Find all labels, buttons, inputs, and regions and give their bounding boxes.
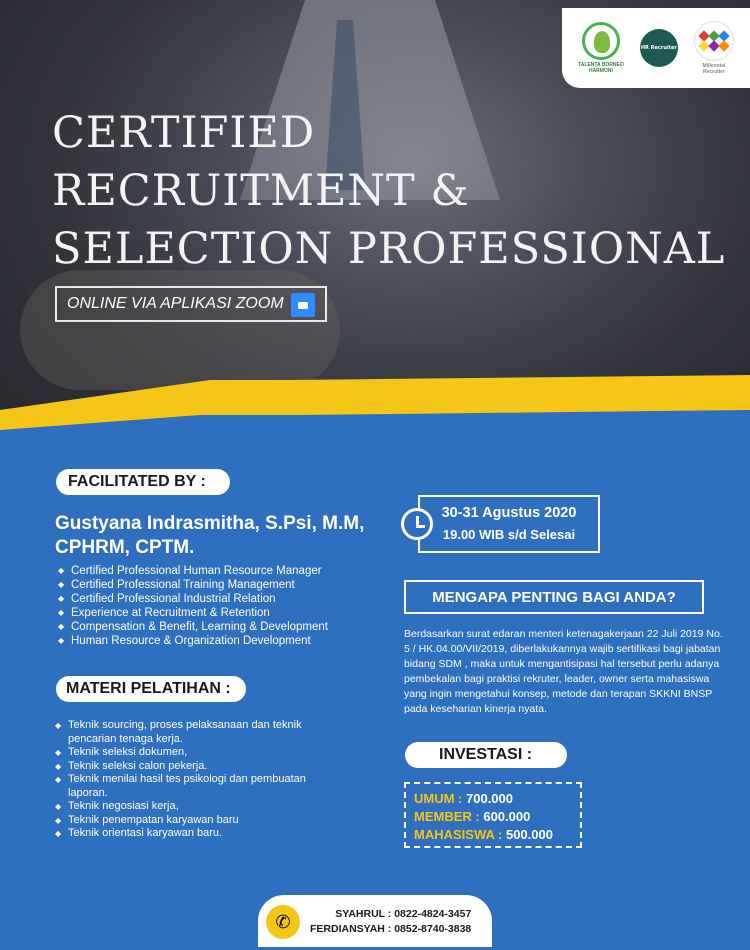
facilitated-by-heading: FACILITATED BY : <box>56 469 230 495</box>
schedule-box <box>418 495 600 553</box>
list-item: ◆ Experience at Recruitment & Retention <box>58 606 328 620</box>
talenta-borneo-text: TALENTA BORNEO HARMONI <box>578 62 624 74</box>
price-label: MEMBER <box>414 809 472 824</box>
credentials-list <box>58 564 328 648</box>
list-item: ◆ Teknik orientasi karyawan baru. <box>55 827 345 841</box>
contact-line: FERDIANSYAH : 0852-8740-3838 <box>310 923 472 935</box>
contact-line: SYAHRUL : 0822-4824-3457 <box>335 908 472 920</box>
clock-icon <box>401 508 433 540</box>
facilitator-name: Gustyana Indrasmitha, S.Psi, M.M, CPHRM, CPTM. <box>55 513 365 558</box>
hr-recruiter-icon: HR Recruiter <box>640 29 678 67</box>
title-line: CERTIFIED <box>52 108 316 158</box>
why-body: Berdasarkan surat edaran menteri ketenagakerjaan 22 Juli 2019 No. 5 / HK.04.00/VII/2019, diberlakukannya wajib sertifikasi bagi jabatan bidang SDM , maka untuk mengantisipasi hal tersebut perlu adanya pembekalan bagi praktisi rekruter, leader, owner serta mahasiswa yang ingin mengetahui konsep, metode dan terapan SKKNI BNSP pada keseharian kinerja nyata. <box>404 628 723 715</box>
multicolor-logo <box>694 21 734 75</box>
list-item: ◆ Compensation & Benefit, Learning & Development <box>58 620 328 634</box>
price-label: UMUM <box>414 791 455 806</box>
title-line: RECRUITMENT & <box>52 166 470 216</box>
contact-box <box>258 895 492 947</box>
list-item: ◆ Teknik penempatan karyawan baru <box>55 814 345 828</box>
price-value: 600.000 <box>483 809 531 824</box>
price-label: MAHASISWA <box>414 827 495 842</box>
phone-icon: ✆ <box>266 905 300 939</box>
event-time: 19.00 WIB s/d Selesai <box>442 527 576 542</box>
list-item: ◆ Human Resource & Organization Development <box>58 634 328 648</box>
title-line: SELECTION PROFESSIONAL <box>52 224 726 274</box>
zoom-camera-icon <box>291 293 315 317</box>
partner-logos <box>562 8 750 88</box>
why-heading: MENGAPA PENTING BAGI ANDA? <box>404 580 704 614</box>
price-row: MEMBER : 600.000 <box>414 809 531 824</box>
list-item: ◆ Teknik seleksi calon pekerja. <box>55 760 345 774</box>
list-item: ◆ Teknik negosiasi kerja, <box>55 800 345 814</box>
multicolor-text: Millennial Recruiter <box>702 63 726 75</box>
materi-heading: MATERI PELATIHAN : <box>56 676 246 702</box>
materi-list <box>55 719 345 841</box>
list-item: ◆ Teknik menilai hasil tes psikologi dan pembuatan laporan. <box>55 773 345 800</box>
list-item: ◆ Certified Professional Industrial Relation <box>58 592 328 606</box>
talenta-borneo-icon <box>582 22 620 60</box>
page-title <box>52 104 725 278</box>
list-item: ◆ Teknik sourcing, proses pelaksanaan dan teknik pencarian tenaga kerja. <box>55 719 345 746</box>
zoom-label: ONLINE VIA APLIKASI ZOOM <box>67 295 284 312</box>
multicolor-icon <box>694 21 734 61</box>
list-item: ◆ Certified Professional Human Resource Manager <box>58 564 328 578</box>
price-row: UMUM : 700.000 <box>414 791 513 806</box>
price-row: MAHASISWA : 500.000 <box>414 827 553 842</box>
event-date: 30-31 Agustus 2020 <box>441 505 577 521</box>
price-box <box>404 782 582 848</box>
list-item: ◆ Certified Professional Training Management <box>58 578 328 592</box>
zoom-badge <box>55 286 327 322</box>
investasi-heading: INVESTASI : <box>405 742 567 768</box>
talenta-borneo-logo <box>578 22 624 74</box>
hr-recruiter-logo <box>640 29 678 67</box>
contact-text <box>310 907 471 937</box>
price-value: 500.000 <box>505 827 553 842</box>
price-value: 700.000 <box>466 791 513 806</box>
list-item: ◆ Teknik seleksi dokumen, <box>55 746 345 760</box>
